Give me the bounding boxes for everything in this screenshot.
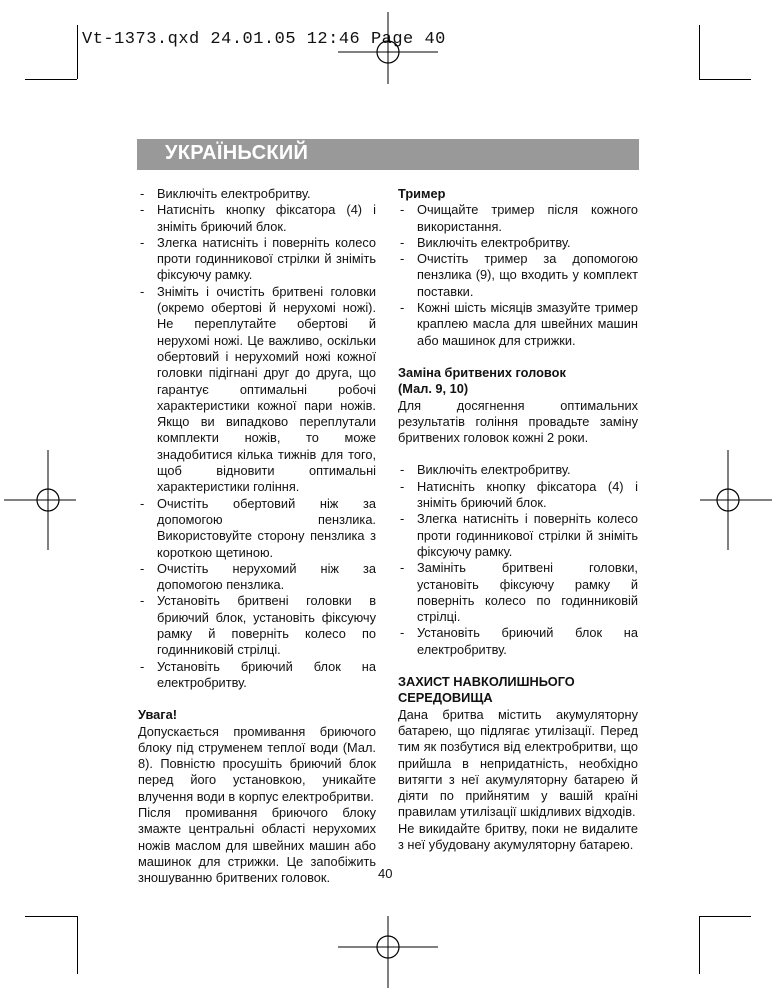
list-item: - Виключіть електробритву. (398, 462, 638, 478)
list-item: - Виключіть електробритву. (138, 186, 376, 202)
list-item: - Виключіть електробритву. (398, 235, 638, 251)
replace-heading-figures: (Мал. 9, 10) (398, 381, 469, 397)
warning-paragraph: Після промивання бриючого блоку змажте центральні області нерухомих ножів маслом для швейних машин або машинок для стрижки. Це запобіжить зношуванню бритвених головок. (138, 804, 376, 886)
list-item: - Кожні шість місяців змазуйте тример краплею масла для швейних машин або машинок для стрижки. (398, 300, 638, 349)
warning-paragraph: Допускається промивання бриючого блоку під струменем теплої води (Мал. 8). Повністю просушіть бриючий блок перед його установкою, уникайте влучення води в корпус електробритви. (138, 723, 376, 804)
replace-steps-list (398, 462, 638, 658)
list-item: - Злегка натисніть і поверніть колесо проти годинникової стрілки й зніміть фіксуючу рамку. (398, 511, 638, 560)
cleaning-steps-list (138, 186, 376, 691)
list-item: - Очищайте тример після кожного використання. (398, 202, 638, 235)
list-item: - Установіть бритвені головки в бриючий блок, установіть фіксуючу рамку й поверніть колесо по годинниковій стрілці. (138, 593, 376, 658)
list-item: - Очистіть нерухомий ніж за допомогою пензлика. (138, 561, 376, 594)
left-column (138, 186, 376, 886)
crop-mark (699, 916, 700, 974)
environment-heading: ЗАХИСТ НАВКОЛИШНЬОГО (398, 674, 575, 690)
page-number: 40 (378, 866, 393, 881)
environment-heading-2: СЕРЕДОВИЩА (398, 690, 493, 706)
environment-paragraph: Не викидайте бритву, поки не видалите з неї убудовану акумуляторну батарею. (398, 820, 638, 852)
warning-heading: Увага! (138, 707, 177, 723)
registration-mark-top (338, 12, 438, 84)
replace-heading: Заміна бритвених головок (398, 364, 566, 380)
trimmer-heading: Тример (398, 186, 446, 201)
list-item: - Зніміть і очистіть бритвені головки (окремо обертові й нерухомі ножі). Не переплутайте обертові й нерухомі ножі. Це важливо, оскільки обертовий і нерухомий ножі кожної головки підігнані друг до друга, що гарантує оптимальні робочі характеристики кожної пари ножів. Якщо ви випадково переплутали комплекти ножів, то може знадобитися кілька тижнів для того, щоб відновити оптимальні характеристики гоління. (138, 284, 376, 496)
print-slug: Vt-1373.qxd 24.01.05 12:46 Page 40 (82, 30, 446, 49)
list-item: - Очистіть тример за допомогою пензлика (9), що входить у комплект поставки. (398, 251, 638, 300)
list-item: - Натисніть кнопку фіксатора (4) і зніміть бриючий блок. (138, 202, 376, 235)
registration-mark-left (4, 450, 76, 550)
crop-mark (25, 916, 77, 917)
crop-mark (77, 25, 78, 79)
list-item: - Установіть бриючий блок на електробритву. (138, 659, 376, 692)
crop-mark (25, 79, 77, 80)
section-title: УКРАЇНЬСКИЙ (165, 142, 309, 164)
crop-mark (77, 916, 78, 974)
list-item: - Установіть бриючий блок на електробритву. (398, 625, 638, 658)
list-item: - Злегка натисніть і поверніть колесо проти годинникової стрілки й зніміть фіксуючу рамку. (138, 235, 376, 284)
crop-mark (699, 79, 751, 80)
list-item: - Натисніть кнопку фіксатора (4) і зніміть бриючий блок. (398, 479, 638, 512)
registration-mark-right (700, 450, 772, 550)
section-banner (137, 139, 639, 170)
registration-mark-bottom (338, 916, 438, 988)
list-item: - Замініть бритвені головки, установіть фіксуючу рамку й поверніть колесо по годинниковій стрілці. (398, 560, 638, 625)
replace-intro: Для досягнення оптимальних результатів гоління провадьте заміну бритвених головок кожні 2 роки. (398, 397, 638, 446)
trimmer-steps-list (398, 202, 638, 349)
environment-paragraph: Дана бритва містить акумуляторну батарею, що підлягає утилізації. Перед тим як позбутися від електробритви, що прийшла в непридатність, необхідно витягти з неї акумуляторну батарею й діяти по прийнятим у вашій країні правилам утилізації шкідливих відходів. (398, 706, 638, 820)
list-item: - Очистіть обертовий ніж за допомогою пензлика. Використовуйте сторону пензлика з короткою щетиною. (138, 496, 376, 561)
crop-mark (699, 916, 751, 917)
right-column (398, 186, 638, 853)
crop-mark (699, 25, 700, 79)
